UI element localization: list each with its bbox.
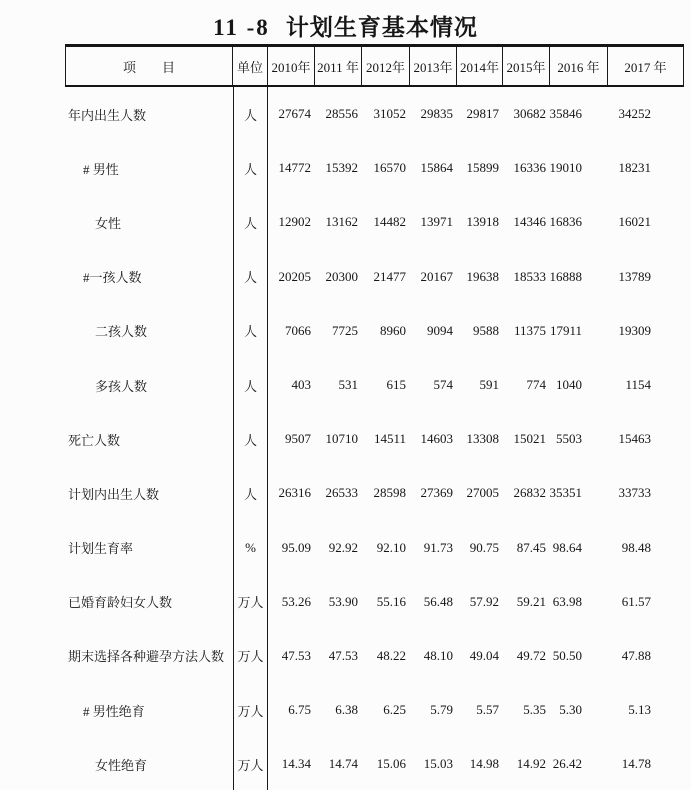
row-value: 61.57 <box>621 593 651 609</box>
row-label: #一孩人数 <box>83 270 142 286</box>
table-row <box>65 466 684 520</box>
row-value: 20167 <box>420 268 453 284</box>
row-value: 15.03 <box>423 756 453 772</box>
row-value: 53.26 <box>281 593 311 609</box>
row-value: 16836 <box>550 214 582 230</box>
row-label: 女性 <box>95 215 122 231</box>
row-value: 13971 <box>420 214 453 230</box>
table-row <box>65 575 684 629</box>
row-value: 5.30 <box>559 702 582 718</box>
row-unit: 人 <box>233 141 268 195</box>
header-cell-year: 2016 年 <box>550 47 608 85</box>
row-value: 16336 <box>513 160 546 176</box>
row-value: 63.98 <box>552 593 582 609</box>
row-unit: 万人 <box>233 575 268 629</box>
row-value: 20300 <box>325 268 358 284</box>
row-label: 计划内出生人数 <box>68 486 160 502</box>
header-cell-year: 2014年 <box>457 47 503 85</box>
page-title <box>0 9 691 42</box>
row-unit: 人 <box>233 87 268 141</box>
row-value: 26.42 <box>552 756 582 772</box>
table-row <box>65 195 684 249</box>
row-value: 14.74 <box>328 756 358 772</box>
row-value: 35351 <box>550 485 582 501</box>
row-value: 56.48 <box>423 593 453 609</box>
header-cell-year: 2015年 <box>503 47 550 85</box>
row-value: 87.45 <box>516 539 546 555</box>
row-value: 27674 <box>278 106 311 122</box>
row-value: 1040 <box>556 377 582 393</box>
row-value: 615 <box>386 377 406 393</box>
row-label: # 男性 <box>83 161 119 177</box>
header-cell-item: 项 目 <box>65 47 233 85</box>
row-value: 31052 <box>373 106 406 122</box>
row-value: 53.90 <box>328 593 358 609</box>
row-value: 26832 <box>513 485 546 501</box>
row-value: 57.92 <box>469 593 499 609</box>
row-value: 19638 <box>466 268 499 284</box>
row-value: 13162 <box>325 214 358 230</box>
row-value: 47.53 <box>281 647 311 663</box>
row-value: 28556 <box>325 106 358 122</box>
row-value: 29835 <box>420 106 453 122</box>
table-row <box>65 737 684 790</box>
row-label: 多孩人数 <box>95 378 148 394</box>
table-number: 11 -8 <box>213 15 270 40</box>
row-label: 二孩人数 <box>95 324 148 340</box>
row-value: 49.72 <box>516 647 546 663</box>
row-value: 6.25 <box>383 702 406 718</box>
row-value: 5.13 <box>628 702 651 718</box>
row-value: 26533 <box>325 485 358 501</box>
row-value: 10710 <box>325 431 358 447</box>
header-cell-year: 2010年 <box>268 47 315 85</box>
row-value: 16021 <box>618 214 651 230</box>
row-value: 95.09 <box>281 539 311 555</box>
row-value: 15392 <box>325 160 358 176</box>
row-value: 35846 <box>550 106 582 122</box>
row-value: 34252 <box>618 106 651 122</box>
stats-table <box>65 44 684 790</box>
row-unit: 人 <box>233 250 268 304</box>
row-value: 7066 <box>285 322 311 338</box>
row-value: 403 <box>291 377 311 393</box>
row-unit: % <box>233 521 268 575</box>
table-row <box>65 141 684 195</box>
row-value: 5.35 <box>523 702 546 718</box>
row-value: 14.78 <box>621 756 651 772</box>
row-value: 47.53 <box>328 647 358 663</box>
row-value: 16888 <box>550 268 582 284</box>
row-value: 27369 <box>420 485 453 501</box>
row-value: 48.22 <box>376 647 406 663</box>
row-value: 591 <box>479 377 499 393</box>
header-cell-year: 2012年 <box>362 47 410 85</box>
row-unit: 人 <box>233 412 268 466</box>
row-value: 13918 <box>466 214 499 230</box>
row-value: 91.73 <box>423 539 453 555</box>
row-value: 92.92 <box>328 539 358 555</box>
row-value: 29817 <box>466 106 499 122</box>
header-cell-year: 2011 年 <box>315 47 362 85</box>
row-value: 14482 <box>373 214 406 230</box>
row-label: 计划生育率 <box>68 541 134 557</box>
row-value: 92.10 <box>376 539 406 555</box>
row-value: 774 <box>526 377 546 393</box>
table-row <box>65 629 684 683</box>
row-value: 14346 <box>513 214 546 230</box>
row-value: 14603 <box>420 431 453 447</box>
row-value: 28598 <box>373 485 406 501</box>
row-value: 48.10 <box>423 647 453 663</box>
row-value: 20205 <box>278 268 311 284</box>
row-value: 1154 <box>625 377 651 393</box>
row-value: 14.92 <box>516 756 546 772</box>
row-unit: 人 <box>233 358 268 412</box>
row-unit: 人 <box>233 466 268 520</box>
row-value: 50.50 <box>552 647 582 663</box>
row-value: 27005 <box>466 485 499 501</box>
table-row <box>65 683 684 737</box>
row-value: 12902 <box>278 214 311 230</box>
table-row <box>65 412 684 466</box>
row-value: 98.48 <box>621 539 651 555</box>
table-row <box>65 250 684 304</box>
row-value: 30682 <box>513 106 546 122</box>
row-label: 女性绝育 <box>95 757 148 773</box>
row-value: 8960 <box>380 322 406 338</box>
row-value: 19309 <box>618 322 651 338</box>
row-value: 21477 <box>373 268 406 284</box>
row-value: 5.79 <box>430 702 453 718</box>
header-cell-year: 2017 年 <box>608 47 684 85</box>
row-value: 13308 <box>466 431 499 447</box>
table-row <box>65 358 684 412</box>
row-label: 死亡人数 <box>68 432 121 448</box>
row-value: 26316 <box>278 485 311 501</box>
row-label: 期末选择各种避孕方法人数 <box>68 649 225 665</box>
row-value: 59.21 <box>516 593 546 609</box>
row-value: 6.75 <box>288 702 311 718</box>
header-cell-unit: 单位 <box>233 47 268 85</box>
row-value: 13789 <box>618 268 651 284</box>
row-value: 18533 <box>513 268 546 284</box>
row-label: # 男性绝育 <box>83 703 145 719</box>
row-unit: 人 <box>233 304 268 358</box>
row-unit: 人 <box>233 195 268 249</box>
row-value: 7725 <box>332 322 358 338</box>
row-value: 531 <box>338 377 358 393</box>
row-label: 已婚育龄妇女人数 <box>68 595 173 611</box>
row-value: 15021 <box>513 431 546 447</box>
row-value: 19010 <box>550 160 582 176</box>
row-value: 14.98 <box>469 756 499 772</box>
table-row <box>65 304 684 358</box>
row-value: 18231 <box>618 160 651 176</box>
row-label: 年内出生人数 <box>68 107 147 123</box>
row-value: 5.57 <box>476 702 499 718</box>
row-value: 14511 <box>373 431 406 447</box>
row-value: 33733 <box>618 485 651 501</box>
row-value: 49.04 <box>469 647 499 663</box>
row-value: 5503 <box>556 431 582 447</box>
table-title-text: 计划生育基本情况 <box>285 15 478 40</box>
row-value: 9507 <box>285 431 311 447</box>
row-value: 17911 <box>550 322 582 338</box>
row-unit: 万人 <box>233 683 268 737</box>
row-value: 15899 <box>466 160 499 176</box>
row-value: 15864 <box>420 160 453 176</box>
row-value: 16570 <box>373 160 406 176</box>
row-unit: 万人 <box>233 737 268 790</box>
row-unit: 万人 <box>233 629 268 683</box>
row-value: 14.34 <box>281 756 311 772</box>
row-value: 15463 <box>618 431 651 447</box>
table-header-row <box>65 47 684 87</box>
table-body <box>65 87 684 790</box>
row-value: 47.88 <box>621 647 651 663</box>
table-row <box>65 87 684 141</box>
row-value: 98.64 <box>552 539 582 555</box>
row-value: 15.06 <box>376 756 406 772</box>
row-value: 14772 <box>278 160 311 176</box>
row-value: 55.16 <box>376 593 406 609</box>
row-value: 574 <box>433 377 453 393</box>
row-value: 11375 <box>513 322 546 338</box>
header-cell-year: 2013年 <box>410 47 457 85</box>
row-value: 6.38 <box>335 702 358 718</box>
row-value: 9094 <box>427 322 453 338</box>
row-value: 9588 <box>473 322 499 338</box>
row-value: 90.75 <box>469 539 499 555</box>
table-row <box>65 521 684 575</box>
